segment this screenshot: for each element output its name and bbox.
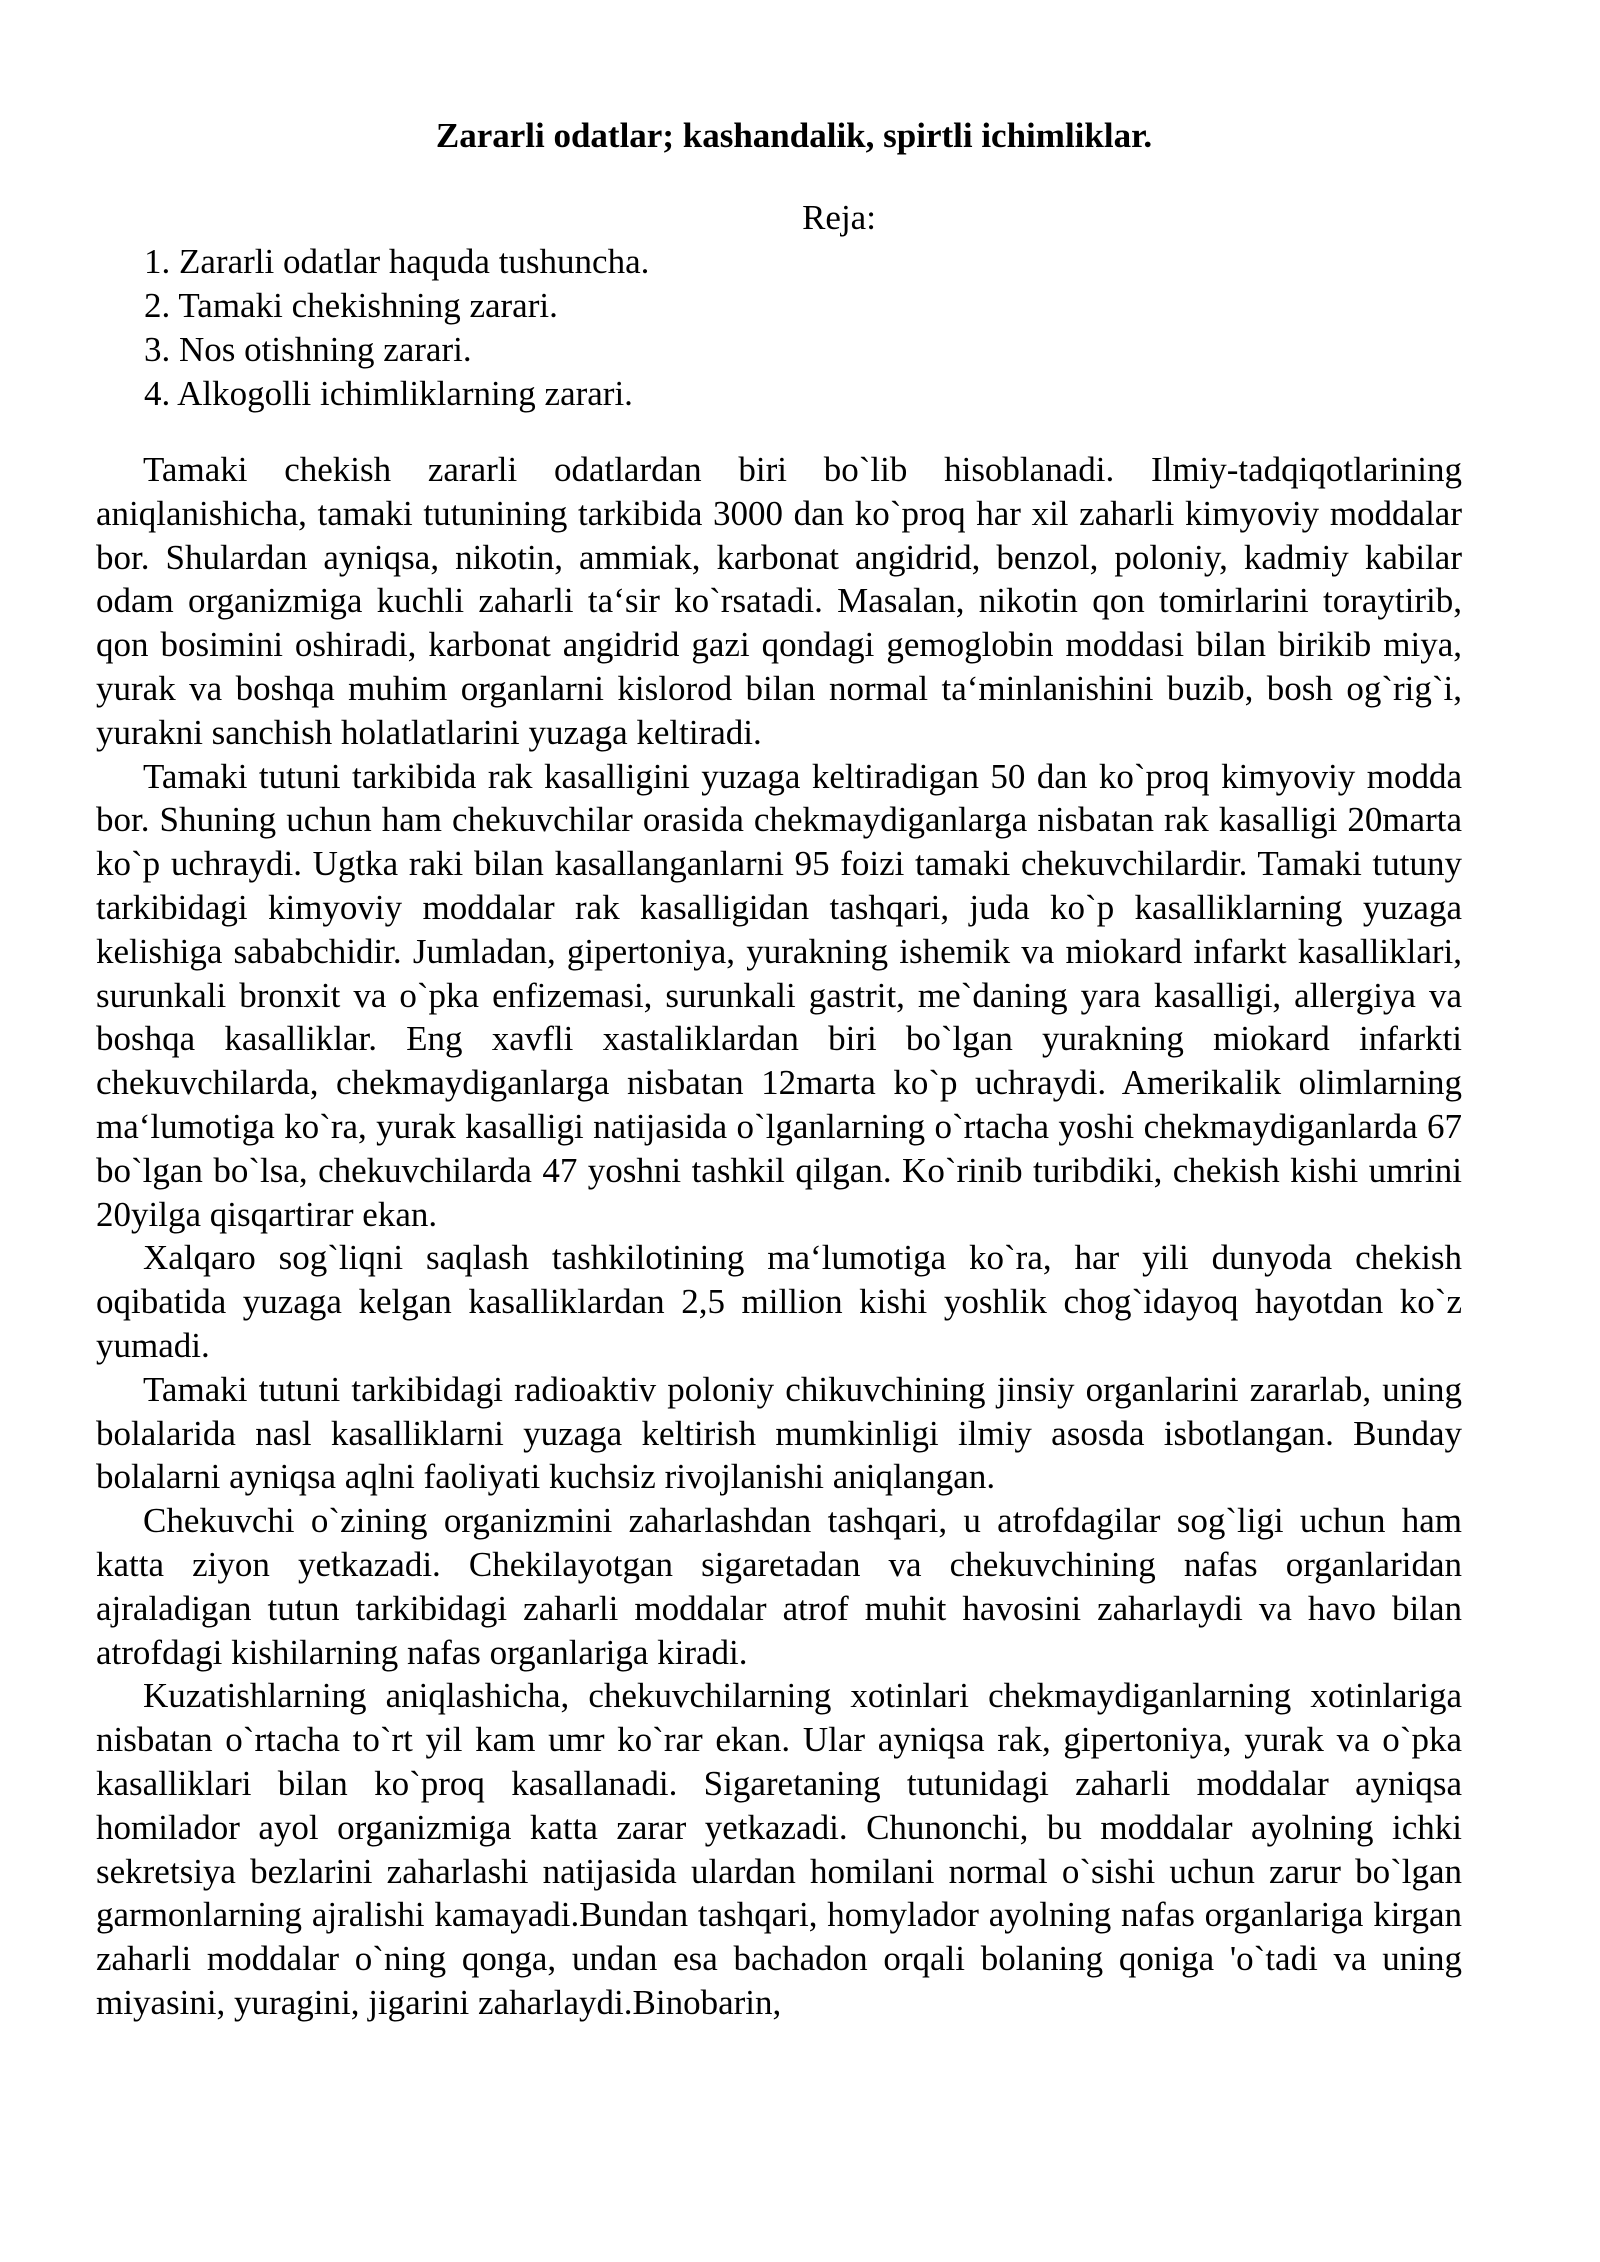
plan-heading: Reja: bbox=[802, 198, 876, 237]
document-title: Zararli odatlar; kashandalik, spirtli ichimliklar. bbox=[435, 116, 1153, 155]
paragraph: Chekuvchi o`zining organizmini zaharlashdan tashqari, u atrofdagilar sog`ligi uchun ham katta ziyon yetkazadi. Chekilayotgan sigaretadan va chekuvchining nafas organlaridan ajraladigan tutun tarkibidagi zaharli moddalar atrof muhit havosini zaharlaydi va havo bilan atrofdagi kishilarning nafas organlariga kiradi. bbox=[96, 1501, 1462, 1672]
plan-item: 2. Tamaki chekishning zarari. bbox=[144, 286, 558, 325]
document-page bbox=[96, 112, 1462, 2025]
plan-item: 1. Zararli odatlar haquda tushuncha. bbox=[144, 242, 650, 281]
plan-item: 3. Nos otishning zarari. bbox=[144, 330, 472, 369]
body-text bbox=[96, 448, 1462, 2025]
paragraph: Tamaki tutuni tarkibida rak kasalligini yuzaga keltiradigan 50 dan ko`proq kimyoviy modda bor. Shuning uchun ham chekuvchilar orasida chekmaydiganlarga nisbatan rak kasalligi 20marta ko`p uchraydi. Ugtka raki bilan kasallanganlarni 95 foizi tamaki chekuvchilardir. Tamaki tutuny tarkibidagi kimyoviy moddalar rak kasalligidan tashqari, juda ko`p kasalliklarning yuzaga kelishiga sababchidir. Jumladan, gipertoniya, yurakning ishemik va miokard infarkt kasalliklari, surunkali bronxit va o`pka enfizemasi, surunkali gastrit, me`daning yara kasalligi, allergiya va boshqa kasalliklar. Eng xavfli xastaliklardan biri bo`lgan yurakning miokard infarkti chekuvchilarda, chekmaydiganlarga nisbatan 12marta ko`p uchraydi. Amerikalik olimlarning ma‘lumotiga ko`ra, yurak kasalligi natijasida o`lganlarning o`rtacha yoshi chekmaydiganlarda 67 bo`lgan bo`lsa, chekuvchilarda 47 yoshni tashkil qilgan. Ko`rinib turibdiki, chekish kishi umrini 20yilga qisqartirar ekan. bbox=[96, 756, 1462, 1234]
plan-section bbox=[96, 196, 1462, 416]
plan-item: 4. Alkogolli ichimliklarning zarari. bbox=[144, 374, 633, 413]
paragraph: Kuzatishlarning aniqlashicha, chekuvchilarning xotinlari chekmaydiganlarning xotinlariga nisbatan o`rtacha to`rt yil kam umr ko`rar ekan. Ular ayniqsa rak, gipertoniya, yurak va o`pka kasalliklari bilan ko`proq kasallanadi. Sigaretaning tutunidagi zaharli moddalar ayniqsa homilador ayol organizmiga katta zarar yetkazadi. Chunonchi, bu moddalar ayolning ichki sekretsiya bezlarini zaharlashi natijasida ulardan homilani normal o`sishi uchun zarur bo`lgan garmonlarning ajralishi kamayadi.Bundan tashqari, homylador ayolning nafas organlariga kirgan zaharli moddalar o`ning qonga, undan esa bachadon orqali bolaning qoniga 'o`tadi va uning miyasini, yuragini, jigarini zaharlaydi.Binobarin, bbox=[96, 1676, 1462, 2022]
paragraph: Tamaki tutuni tarkibidagi radioaktiv poloniy chikuvchining jinsiy organlarini zararlab, uning bolalarida nasl kasalliklarni yuzaga keltirish mumkinligi ilmiy asosda isbotlangan. Bunday bolalarni ayniqsa aqlni faoliyati kuchsiz rivojlanishi aniqlangan. bbox=[96, 1369, 1462, 1497]
paragraph: Xalqaro sog`liqni saqlash tashkilotining ma‘lumotiga ko`ra, har yili dunyoda chekish oqibatida yuzaga kelgan kasalliklardan 2,5 million kishi yoshlik chog`idayoq hayotdan ko`z yumadi. bbox=[96, 1238, 1462, 1365]
paragraph: Tamaki chekish zararli odatlardan biri bo`lib hisoblanadi. Ilmiy-tadqiqotlarining aniqlanishicha, tamaki tutunining tarkibida 3000 dan ko`proq har xil zaharli kimyoviy moddalar bor. Shulardan ayniqsa, nikotin, ammiak, karbonat angidrid, benzol, poloniy, kadmiy kabilar odam organizmiga kuchli zaharli ta‘sir ko`rsatadi. Masalan, nikotin qon tomirlarini toraytirib, qon bosimini oshiradi, karbonat angidrid gazi qondagi gemoglobin moddasi bilan birikib miya, yurak va boshqa muhim organlarni kislorod bilan normal ta‘minlanishini buzib, bosh og`rig`i, yurakni sanchish holatlatlarini yuzaga keltiradi. bbox=[96, 450, 1462, 752]
plan-list bbox=[96, 240, 1462, 416]
